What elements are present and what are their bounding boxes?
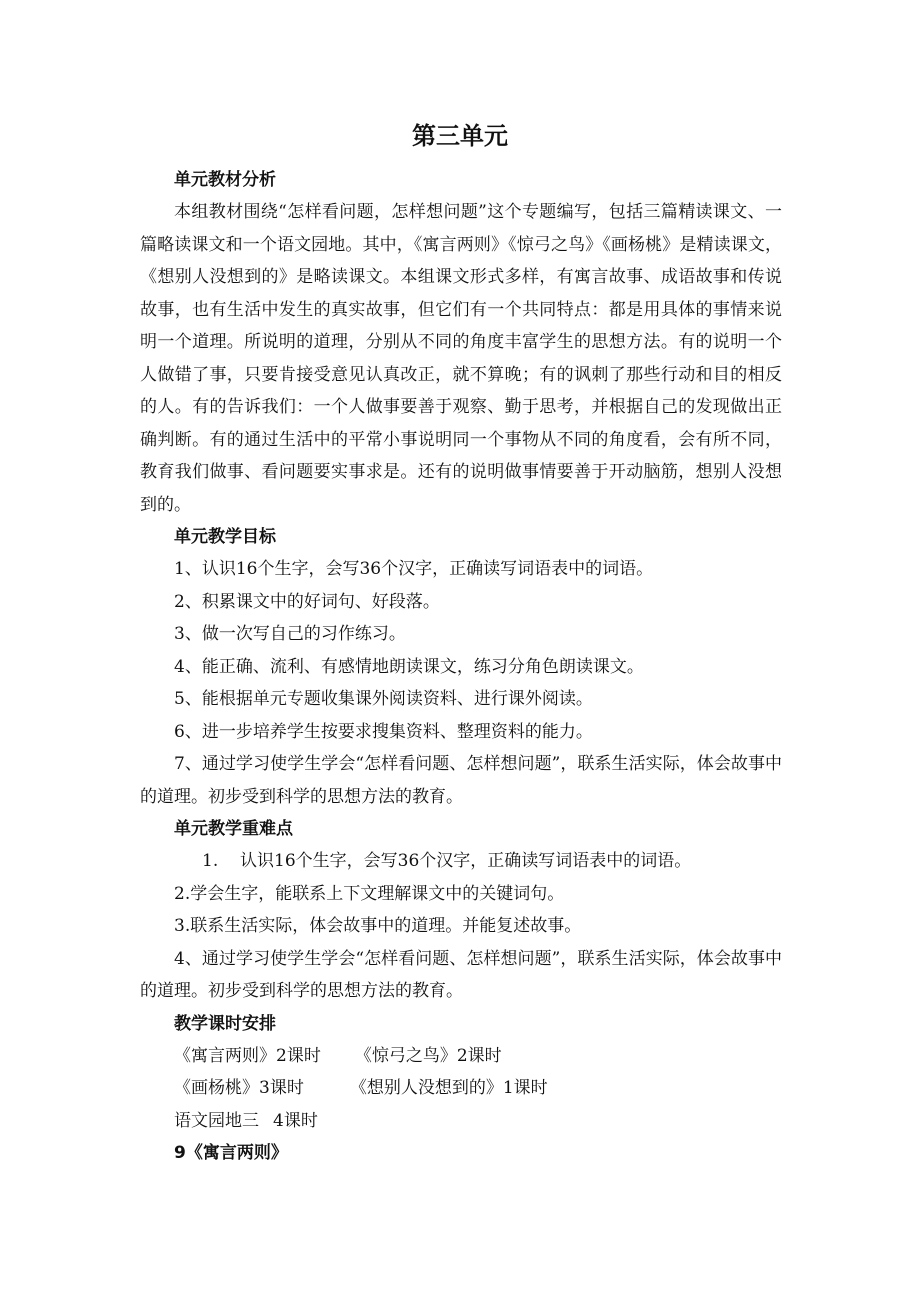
goal-item-2: 2、积累课文中的好词句、好段落。: [174, 591, 440, 612]
schedule-row-2: [140, 1072, 782, 1105]
next-lesson-heading: 9《寓言两则》: [174, 1143, 288, 1163]
schedule-entry: 《惊弓之鸟》2课时: [354, 1045, 502, 1066]
key-point-item-1: [140, 845, 782, 878]
key-point-item-3: 3.联系生活实际，体会故事中的道理。并能复述故事。: [174, 916, 582, 936]
schedule-entry: 《想别人没想到的》1课时: [349, 1078, 548, 1098]
section-heading-analysis: 单元教材分析: [174, 170, 276, 190]
section-heading-goals: 单元教学目标: [174, 527, 276, 547]
section-heading-key-points: 单元教学重难点: [174, 819, 293, 839]
key-point-text: 认识16个生字，会写36个汉字，正确读写词语表中的词语。: [240, 851, 692, 871]
schedule-entry: 《寓言两则》2课时: [174, 1045, 321, 1066]
schedule-entry: 4课时: [273, 1110, 318, 1131]
goal-item-3: 3、做一次写自己的习作练习。: [174, 624, 406, 644]
goal-item-6: 6、进一步培养学生按要求搜集资料、整理资料的能力。: [174, 721, 593, 742]
key-point-item-4: 4、通过学习使学生学会“怎样看问题、怎样想问题”，联系生活实际，体会故事中的道理。初步受到科学的思想方法的教育。: [140, 948, 782, 1001]
schedule-entry: 语文园地三: [174, 1110, 259, 1131]
key-point-item-2: 2.学会生字，能联系上下文理解课文中的关键词句。: [174, 883, 565, 904]
goal-item-1: 1、认识16个生字，会写36个汉字，正确读写词语表中的词语。: [174, 559, 654, 579]
section-heading-schedule: 教学课时安排: [174, 1013, 276, 1034]
goal-item-7: 7、通过学习使学生学会“怎样看问题、怎样想问题”，联系生活实际，体会故事中的道理。初步受到科学的思想方法的教育。: [140, 754, 782, 807]
analysis-paragraph: 本组教材围绕“怎样看问题，怎样想问题”这个专题编写，包括三篇精读课文、一篇略读课文和一个语文园地。其中，《寓言两则》《惊弓之鸟》《画杨桃》是精读课文，《想别人没想到的》是略读课文。本组课文形式多样，有寓言故事、成语故事和传说故事，也有生活中发生的真实故事，但它们有一个共同特点：都是用具体的事情来说明一个道理。所说明的道理，分别从不同的角度丰富学生的思想方法。有的说明一个人做错了事，只要肯接受意见认真改正，就不算晚；有的讽刺了那些行动和目的相反的人。有的告诉我们：一个人做事要善于观察、勤于思考，并根据自己的发现做出正确判断。有的通过生活中的平常小事说明同一个事物从不同的角度看，会有所不同，教育我们做事、看问题要实事求是。还有的说明做事情要善于开动脑筋，想别人没想到的。: [140, 202, 782, 515]
schedule-row-1: [140, 1040, 782, 1073]
goal-item-4: 4、能正确、流利、有感情地朗读课文，练习分角色朗读课文。: [174, 656, 644, 677]
page-title: 第三单元: [412, 122, 508, 150]
goal-item-5: 5、能根据单元专题收集课外阅读资料、进行课外阅读。: [174, 689, 593, 709]
schedule-row-3: [140, 1105, 782, 1138]
document-body: [140, 164, 782, 1169]
key-point-number: 1.: [202, 851, 219, 871]
schedule-entry: 《画杨桃》3课时: [174, 1078, 304, 1098]
